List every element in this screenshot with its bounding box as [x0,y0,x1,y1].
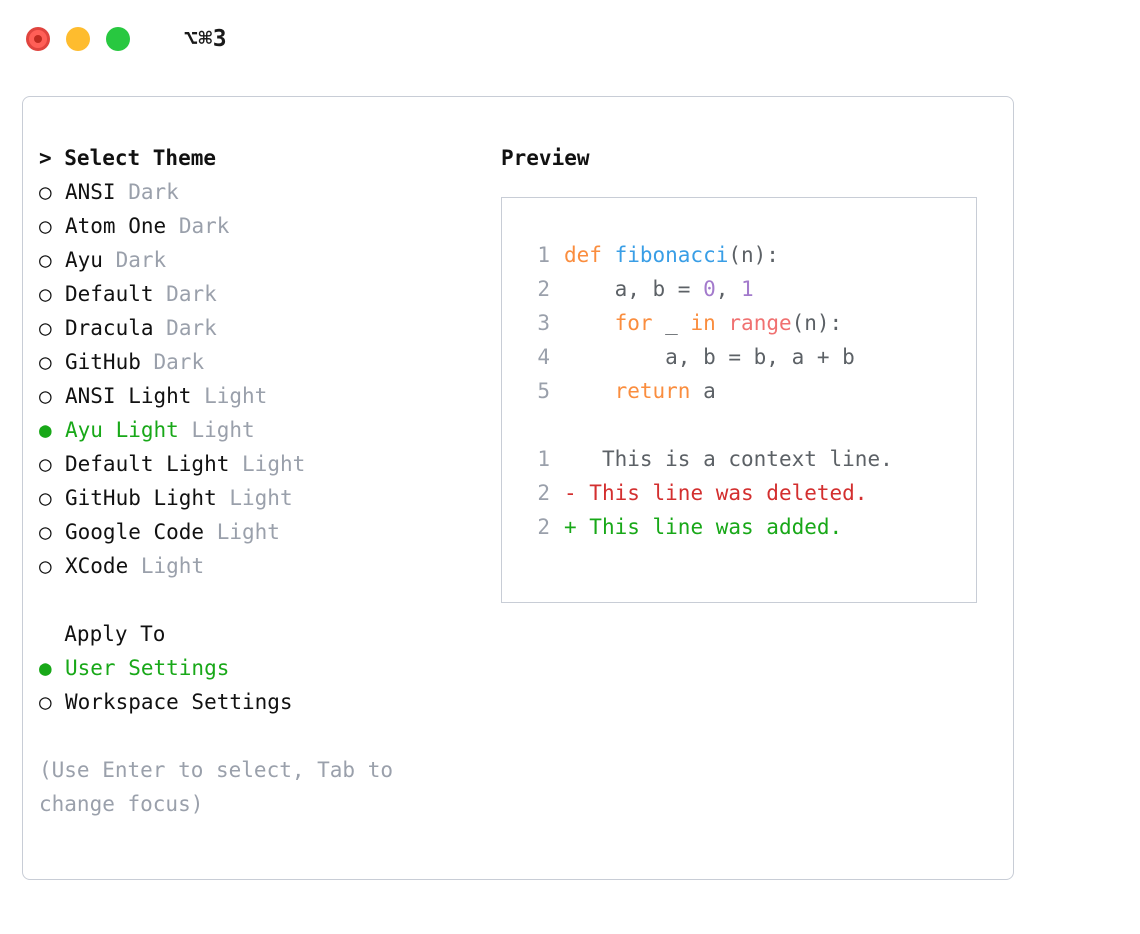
theme-tag: Dark [166,282,217,306]
theme-name: Dracula [65,316,154,340]
code-token: 0 [703,277,716,301]
code-line [524,306,976,340]
theme-tag: Light [204,384,268,408]
radio-icon-selected: ● [39,418,52,442]
theme-tag: Dark [115,248,167,272]
line-number: 5 [537,379,550,403]
code-token: def [564,243,615,267]
apply-to-name: User Settings [65,656,230,680]
diff-text: This line was added. [576,515,843,539]
list-item[interactable] [39,515,485,549]
line-number: 1 [537,243,550,267]
diff-marker [564,447,577,471]
code-token [564,311,615,335]
zoom-button-icon[interactable] [106,27,130,51]
theme-tag: Dark [178,214,230,238]
code-token: return [614,379,691,403]
code-token: a, b = b, a + b [564,345,855,369]
diff-line-deleted [524,476,976,510]
list-item[interactable] [39,175,485,209]
radio-icon-selected: ● [39,656,52,680]
code-token: _ [652,311,691,335]
radio-icon: ○ [39,690,52,714]
line-number: 2 [537,515,550,539]
code-token [716,311,729,335]
diff-line-added [524,510,976,544]
list-item-selected[interactable] [39,413,485,447]
theme-name: GitHub Light [65,486,217,510]
list-item[interactable] [39,345,485,379]
list-item[interactable] [39,447,485,481]
theme-tag: Light [216,520,280,544]
theme-name: Google Code [65,520,205,544]
main-panel [22,96,1014,880]
radio-icon: ○ [39,486,52,510]
code-token: range [728,311,792,335]
list-item[interactable] [39,481,485,515]
code-token: , [715,277,742,301]
theme-tag: Light [140,554,205,578]
radio-icon: ○ [39,384,52,408]
select-theme-heading: > Select Theme [39,146,217,170]
diff-text: This line was deleted. [576,481,868,505]
apply-to-name: Workspace Settings [65,690,293,714]
diff-marker: + [564,515,577,539]
code-token: a, b = [564,277,704,301]
keyboard-hint: (Use Enter to select, Tab to change focus) [39,758,394,816]
window-title: ⌥⌘3 [184,26,228,52]
code-token: fibonacci [614,243,729,267]
theme-tag: Light [229,486,293,510]
list-item-user-settings[interactable] [39,651,485,685]
radio-icon: ○ [39,248,52,272]
theme-name: ANSI Light [65,384,192,408]
code-line [524,340,976,374]
code-token: (n): [791,311,843,335]
theme-name: Default Light [65,452,230,476]
code-token: a [690,379,716,403]
theme-tag: Dark [153,350,205,374]
title-bar [0,0,1140,78]
line-number: 4 [537,345,550,369]
theme-tag: Light [191,418,255,442]
list-item-workspace-settings[interactable] [39,685,485,719]
preview-column [485,141,1013,821]
line-number: 3 [537,311,550,335]
code-line [524,374,976,408]
radio-icon: ○ [39,282,52,306]
radio-icon: ○ [39,180,52,204]
minimize-button-icon[interactable] [66,27,90,51]
preview-box [501,197,977,603]
line-number: 2 [537,277,550,301]
list-item[interactable] [39,209,485,243]
theme-name: GitHub [65,350,141,374]
list-item[interactable] [39,277,485,311]
theme-tag: Light [242,452,306,476]
radio-icon: ○ [39,214,52,238]
theme-list [39,175,485,583]
list-item[interactable] [39,379,485,413]
code-line [524,272,976,306]
list-item[interactable] [39,549,485,583]
apply-to-list [39,651,485,719]
theme-name: Ayu [65,248,103,272]
code-spacer [524,408,976,442]
preview-heading: Preview [501,146,590,170]
code-token: 1 [741,277,754,301]
close-button-icon[interactable] [26,27,50,51]
theme-tag: Dark [166,316,217,340]
code-token: in [690,311,716,335]
apply-to-heading: Apply To [39,622,166,646]
theme-name: XCode [65,554,129,578]
diff-text: This is a context line. [576,447,893,471]
list-item[interactable] [39,311,485,345]
line-number: 2 [537,481,550,505]
code-token [564,379,615,403]
list-item[interactable] [39,243,485,277]
code-token: for [614,311,653,335]
line-number: 1 [537,447,550,471]
theme-tag: Dark [128,180,179,204]
radio-icon: ○ [39,350,52,374]
theme-name: Default [65,282,154,306]
code-line [524,238,976,272]
radio-icon: ○ [39,316,52,340]
radio-icon: ○ [39,554,52,578]
theme-name: ANSI [65,180,116,204]
code-token: (n): [728,243,779,267]
theme-selector-column [23,141,485,821]
radio-icon: ○ [39,520,52,544]
radio-icon: ○ [39,452,52,476]
theme-name: Atom One [65,214,167,238]
theme-name: Ayu Light [65,418,179,442]
diff-line-context [524,442,976,476]
diff-marker: - [564,481,577,505]
